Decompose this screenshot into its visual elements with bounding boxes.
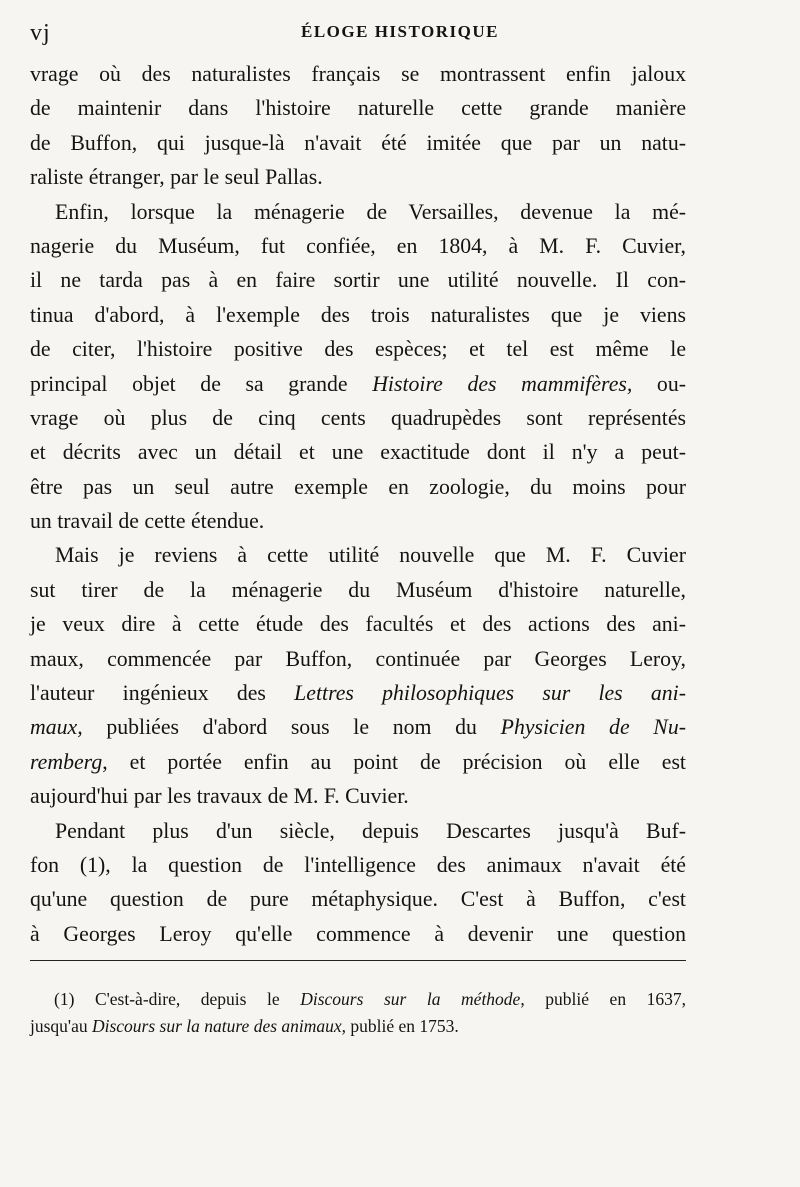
text-line bbox=[30, 710, 686, 744]
text-line bbox=[30, 745, 686, 779]
text-line bbox=[30, 470, 686, 504]
text-segment: Pendant plus d'un siècle, depuis Descartes jusqu'à Buf- bbox=[55, 818, 686, 843]
page-number: vj bbox=[30, 20, 51, 46]
text-line bbox=[30, 195, 686, 229]
text-segment: de maintenir dans l'histoire naturelle cette grande manière bbox=[30, 96, 686, 121]
text-line bbox=[30, 917, 686, 951]
text-segment: je veux dire à cette étude des facultés et des actions des ani- bbox=[30, 612, 686, 637]
text-line bbox=[30, 126, 686, 160]
italic-text: Physicien de Nu- bbox=[500, 715, 686, 740]
page-header bbox=[0, 20, 800, 52]
text-segment: être pas un seul autre exemple en zoologie, du moins pour bbox=[30, 474, 686, 499]
text-segment: aujourd'hui par les travaux de M. F. Cuvier. bbox=[30, 784, 409, 809]
text-line bbox=[30, 642, 686, 676]
italic-text: maux, bbox=[30, 715, 83, 740]
running-title: ÉLOGE HISTORIQUE bbox=[301, 22, 499, 41]
text-line bbox=[30, 367, 686, 401]
text-segment: raliste étranger, par le seul Pallas. bbox=[30, 165, 323, 190]
italic-text: Discours sur la méthode bbox=[300, 989, 521, 1009]
text-line bbox=[30, 882, 686, 916]
text-line bbox=[30, 160, 686, 194]
text-segment: vrage où plus de cinq cents quadrupèdes sont représentés bbox=[30, 405, 686, 430]
text-segment: l'auteur ingénieux des bbox=[30, 681, 295, 706]
text-line bbox=[30, 814, 686, 848]
text-line bbox=[30, 435, 686, 469]
text-segment: maux, commencée par Buffon, continuée par Georges Leroy, bbox=[30, 646, 686, 671]
text-segment: Mais je reviens à cette utilité nouvelle que M. F. Cuvier bbox=[55, 543, 686, 568]
main-text bbox=[30, 57, 686, 951]
text-line bbox=[30, 57, 686, 91]
footnote-rule bbox=[30, 960, 686, 961]
text-segment: tinua d'abord, à l'exemple des trois naturalistes que je viens bbox=[30, 302, 686, 327]
footnotes bbox=[30, 986, 686, 1040]
text-segment: , publié en 1753. bbox=[341, 1016, 459, 1036]
italic-text: Lettres philosophiques sur les ani- bbox=[294, 681, 686, 706]
italic-text: remberg bbox=[30, 749, 103, 774]
text-segment: publiées d'abord sous le nom du bbox=[82, 715, 501, 740]
text-segment: Enfin, lorsque la ménagerie de Versailles, devenue la mé- bbox=[55, 199, 686, 224]
text-segment: de citer, l'histoire positive des espèces; et tel est même le bbox=[30, 337, 686, 362]
text-line bbox=[30, 607, 686, 641]
text-segment: ou- bbox=[632, 371, 686, 396]
text-segment: à Georges Leroy qu'elle commence à devenir une question bbox=[30, 921, 686, 946]
text-line bbox=[30, 848, 686, 882]
text-segment: , publié en 1637, bbox=[520, 989, 686, 1009]
text-segment: il ne tarda pas à en faire sortir une utilité nouvelle. Il con- bbox=[30, 268, 686, 293]
footnote-line bbox=[30, 986, 686, 1013]
text-line bbox=[30, 538, 686, 572]
text-line bbox=[30, 676, 686, 710]
italic-text: Discours sur la nature des animaux bbox=[91, 1016, 342, 1036]
text-segment: jusqu'au bbox=[30, 1016, 92, 1036]
text-segment: un travail de cette étendue. bbox=[30, 509, 265, 534]
text-line bbox=[30, 401, 686, 435]
italic-text: Histoire des mammifères, bbox=[372, 371, 633, 396]
text-segment: qu'une question de pure métaphysique. C'est à Buffon, c'est bbox=[30, 887, 686, 912]
text-line bbox=[30, 298, 686, 332]
text-segment: nagerie du Muséum, fut confiée, en 1804, à M. F. Cuvier, bbox=[30, 233, 686, 258]
text-segment: sut tirer de la ménagerie du Muséum d'histoire naturelle, bbox=[30, 577, 686, 602]
text-segment: principal objet de sa grande bbox=[30, 371, 373, 396]
text-segment: , et portée enfin au point de précision où elle est bbox=[102, 749, 686, 774]
text-segment: de Buffon, qui jusque-là n'avait été imitée que par un natu- bbox=[30, 130, 686, 155]
text-segment: fon (1), la question de l'intelligence des animaux n'avait été bbox=[30, 852, 686, 877]
text-line bbox=[30, 779, 686, 813]
footnote-line bbox=[30, 1013, 686, 1040]
text-segment: (1) C'est-à-dire, depuis le bbox=[54, 989, 301, 1009]
text-line bbox=[30, 91, 686, 125]
text-line bbox=[30, 504, 686, 538]
text-line bbox=[30, 263, 686, 297]
text-line bbox=[30, 573, 686, 607]
text-line bbox=[30, 229, 686, 263]
text-segment: vrage où des naturalistes français se montrassent enfin jaloux bbox=[30, 62, 686, 86]
text-line bbox=[30, 332, 686, 366]
text-segment: et décrits avec un détail et une exactitude dont il n'y a peut- bbox=[30, 440, 686, 465]
